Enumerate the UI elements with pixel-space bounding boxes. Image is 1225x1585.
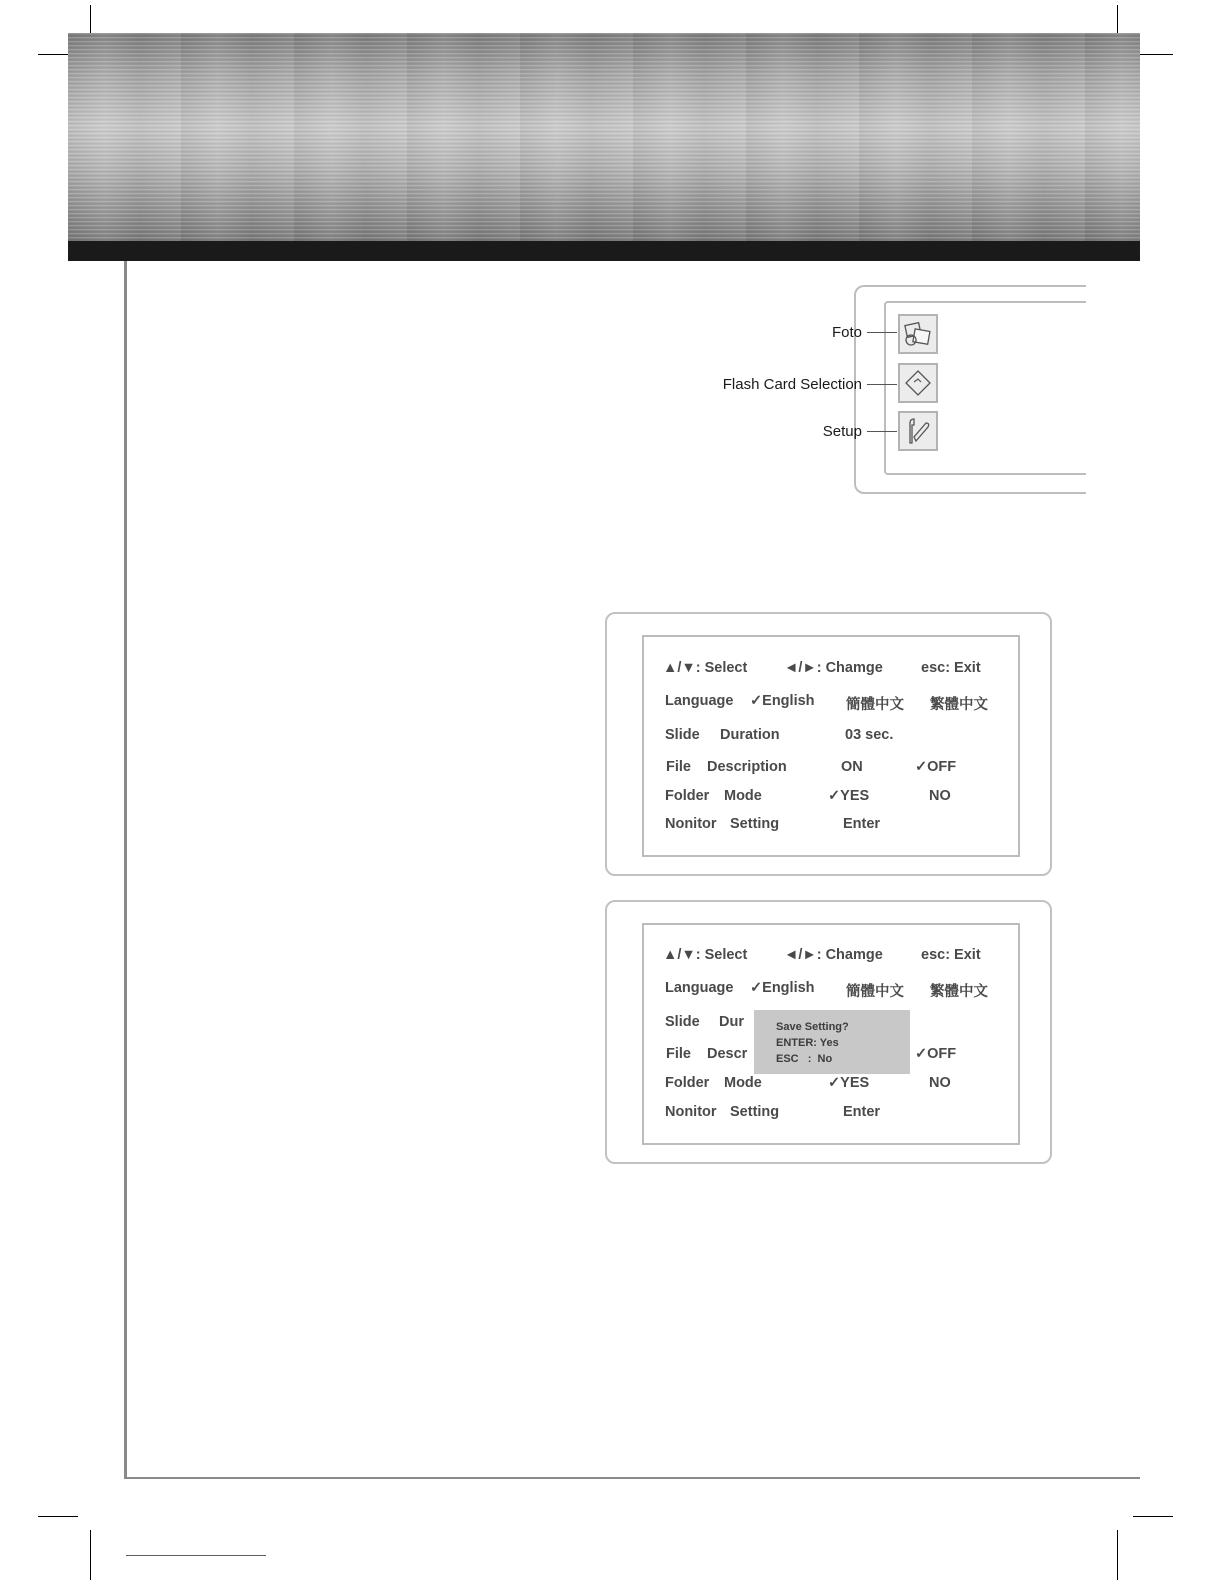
duration-label: Duration bbox=[720, 727, 780, 743]
slide-duration-row[interactable] bbox=[644, 727, 1018, 749]
language-option-english[interactable]: ✓English bbox=[750, 693, 815, 709]
header-metal-band bbox=[68, 33, 1140, 241]
save-setting-screen-panel bbox=[642, 923, 1020, 1145]
callout-leader-line bbox=[867, 332, 897, 333]
callout-label: Flash Card Selection bbox=[722, 375, 862, 393]
save-dialog-esc-no[interactable]: ESC : No bbox=[776, 1053, 833, 1065]
folder-option-no[interactable]: NO bbox=[929, 1075, 951, 1091]
setting-label: Setting bbox=[730, 1104, 780, 1120]
duration-value[interactable]: 03 sec. bbox=[845, 727, 894, 743]
select-hint: ▲/▼: Select bbox=[663, 660, 748, 676]
file-label: File bbox=[666, 1046, 691, 1062]
file-description-row[interactable] bbox=[644, 759, 1018, 781]
save-dialog-enter-yes[interactable]: ENTER: Yes bbox=[776, 1037, 839, 1049]
monitor-label: Nonitor bbox=[665, 816, 717, 832]
folder-label: Folder bbox=[665, 788, 710, 804]
save-setting-screen bbox=[605, 900, 1052, 1164]
description-option-off[interactable]: ✓OFF bbox=[915, 1046, 957, 1062]
monitor-setting-row[interactable] bbox=[644, 816, 1018, 838]
setup-tools-icon[interactable] bbox=[898, 411, 938, 451]
exit-hint: esc: Exit bbox=[921, 660, 981, 676]
description-option-off[interactable]: ✓OFF bbox=[915, 759, 957, 775]
setting-label: Setting bbox=[730, 816, 780, 832]
exit-hint: esc: Exit bbox=[921, 947, 981, 963]
folder-mode-row[interactable] bbox=[644, 788, 1018, 810]
monitor-label: Nonitor bbox=[665, 1104, 717, 1120]
monitor-enter-value[interactable]: Enter bbox=[843, 816, 881, 832]
callout-leader-line bbox=[867, 431, 897, 432]
change-hint: ◄/►: Chamge bbox=[784, 947, 883, 963]
file-label: File bbox=[666, 759, 691, 775]
folder-label: Folder bbox=[665, 1075, 710, 1091]
language-row[interactable] bbox=[644, 693, 1018, 715]
folder-mode-row[interactable] bbox=[644, 1075, 1018, 1097]
setup-screen bbox=[605, 612, 1052, 876]
folder-option-yes[interactable]: ✓YES bbox=[828, 1075, 870, 1091]
callout-setup bbox=[690, 421, 897, 441]
language-option-simplified-chinese[interactable]: 簡體中文 bbox=[846, 697, 904, 713]
slide-label: Slide bbox=[665, 1014, 700, 1030]
callout-label: Foto bbox=[831, 323, 862, 341]
monitor-setting-row[interactable] bbox=[644, 1104, 1018, 1126]
description-label: Description bbox=[707, 759, 787, 775]
callout-label: Setup bbox=[822, 422, 862, 440]
folder-option-yes[interactable]: ✓YES bbox=[828, 788, 870, 804]
callout-flash-card-selection bbox=[640, 374, 897, 394]
folder-option-no[interactable]: NO bbox=[929, 788, 951, 804]
language-label: Language bbox=[665, 693, 734, 709]
footer-rule bbox=[124, 1477, 1140, 1479]
footer-link-underline bbox=[126, 1555, 266, 1556]
language-option-english[interactable]: ✓English bbox=[750, 980, 815, 996]
monitor-enter-value[interactable]: Enter bbox=[843, 1104, 881, 1120]
crop-mark bbox=[1133, 1516, 1173, 1517]
mode-label: Mode bbox=[724, 788, 762, 804]
save-setting-dialog[interactable] bbox=[754, 1010, 910, 1074]
slide-label: Slide bbox=[665, 727, 700, 743]
mode-label: Mode bbox=[724, 1075, 762, 1091]
callout-photo bbox=[690, 322, 897, 342]
description-label: Descr bbox=[707, 1046, 748, 1062]
language-option-traditional-chinese[interactable]: 繁體中文 bbox=[930, 984, 988, 1000]
save-dialog-title: Save Setting? bbox=[776, 1021, 849, 1033]
photo-icon[interactable] bbox=[898, 314, 938, 354]
left-margin-rule bbox=[124, 261, 127, 1479]
callout-leader-line bbox=[867, 384, 897, 385]
nav-row bbox=[644, 947, 1018, 969]
language-label: Language bbox=[665, 980, 734, 996]
language-option-traditional-chinese[interactable]: 繁體中文 bbox=[930, 697, 988, 713]
nav-row bbox=[644, 660, 1018, 682]
setup-screen-panel bbox=[642, 635, 1020, 857]
crop-mark bbox=[1117, 1530, 1118, 1580]
change-hint: ◄/►: Chamge bbox=[784, 660, 883, 676]
language-row[interactable] bbox=[644, 980, 1018, 1002]
select-hint: ▲/▼: Select bbox=[663, 947, 748, 963]
flash-card-icon[interactable] bbox=[898, 363, 938, 403]
duration-label: Dur bbox=[719, 1014, 744, 1030]
crop-mark bbox=[38, 1516, 78, 1517]
crop-mark bbox=[90, 1530, 91, 1580]
header-dark-bar bbox=[68, 241, 1140, 261]
language-option-simplified-chinese[interactable]: 簡體中文 bbox=[846, 984, 904, 1000]
description-option-on[interactable]: ON bbox=[841, 759, 863, 775]
